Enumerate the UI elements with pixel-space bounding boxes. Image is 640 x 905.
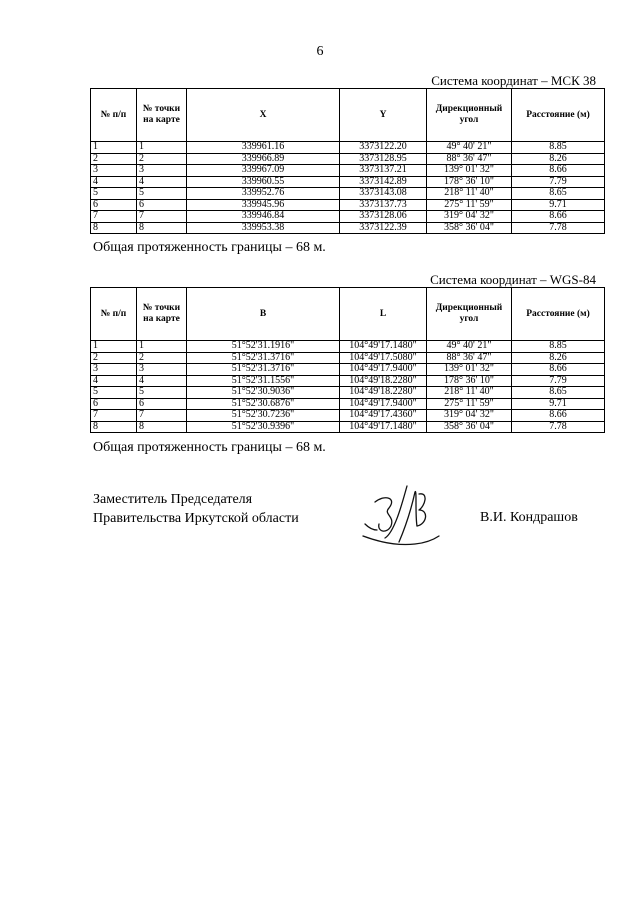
coord-a-cell: 339946.84 <box>187 211 340 223</box>
table-row <box>91 165 605 177</box>
bearing-cell: 275° 11' 59" <box>427 398 512 410</box>
table-row <box>91 211 605 223</box>
table-row <box>91 364 605 376</box>
point-number-cell: 8 <box>137 421 187 433</box>
coord-a-cell: 51°52'31.3716" <box>187 352 340 364</box>
distance-cell: 7.79 <box>512 375 605 387</box>
header-row-number: № п/п <box>91 288 137 341</box>
bearing-cell: 358° 36' 04" <box>427 421 512 433</box>
coord-a-cell: 51°52'30.9036" <box>187 387 340 399</box>
table-body <box>91 341 605 433</box>
table-row <box>91 199 605 211</box>
coordinate-system-label: Система координат – WGS-84 <box>430 272 596 287</box>
coord-a-cell: 339952.76 <box>187 188 340 200</box>
distance-cell: 8.66 <box>512 211 605 223</box>
table-body <box>91 142 605 234</box>
header-x: X <box>187 89 340 142</box>
row-number-cell: 4 <box>91 375 137 387</box>
coord-a-cell: 339961.16 <box>187 142 340 154</box>
coord-a-cell: 339967.09 <box>187 165 340 177</box>
coord-a-cell: 339966.89 <box>187 153 340 165</box>
distance-cell: 9.71 <box>512 199 605 211</box>
header-b: B <box>187 288 340 341</box>
bearing-cell: 139° 01' 32" <box>427 165 512 177</box>
distance-cell: 8.26 <box>512 153 605 165</box>
distance-cell: 7.79 <box>512 176 605 188</box>
bearing-cell: 178° 36' 10" <box>427 375 512 387</box>
coord-b-cell: 104°49'17.1480" <box>340 421 427 433</box>
point-number-cell: 6 <box>137 398 187 410</box>
distance-cell: 8.26 <box>512 352 605 364</box>
row-number-cell: 8 <box>91 222 137 234</box>
distance-cell: 7.78 <box>512 222 605 234</box>
header-distance: Расстояние (м) <box>512 288 605 341</box>
header-bearing: Дирекционный угол <box>427 288 512 341</box>
point-number-cell: 5 <box>137 387 187 399</box>
distance-cell: 8.66 <box>512 410 605 422</box>
coord-b-cell: 104°49'17.5080" <box>340 352 427 364</box>
point-number-cell: 3 <box>137 165 187 177</box>
coordinates-table-msk38 <box>90 88 605 234</box>
table-row <box>91 176 605 188</box>
page-number: 6 <box>316 44 324 59</box>
table-row <box>91 421 605 433</box>
point-number-cell: 2 <box>137 352 187 364</box>
distance-cell: 7.78 <box>512 421 605 433</box>
row-number-cell: 1 <box>91 142 137 154</box>
total-boundary-length: Общая протяженность границы – 68 м. <box>93 240 326 255</box>
bearing-cell: 358° 36' 04" <box>427 222 512 234</box>
distance-cell: 8.66 <box>512 364 605 376</box>
signatory-title <box>93 490 299 528</box>
row-number-cell: 3 <box>91 165 137 177</box>
row-number-cell: 2 <box>91 153 137 165</box>
coord-b-cell: 3373137.73 <box>340 199 427 211</box>
coord-b-cell: 3373137.21 <box>340 165 427 177</box>
distance-cell: 8.66 <box>512 165 605 177</box>
total-boundary-length: Общая протяженность границы – 68 м. <box>93 440 326 455</box>
signatory-title-line: Правительства Иркутской области <box>93 511 299 526</box>
row-number-cell: 5 <box>91 188 137 200</box>
table-row <box>91 142 605 154</box>
bearing-cell: 88° 36' 47" <box>427 352 512 364</box>
coord-b-cell: 3373122.39 <box>340 222 427 234</box>
header-l: L <box>340 288 427 341</box>
coord-a-cell: 51°52'30.7236" <box>187 410 340 422</box>
header-distance: Расстояние (м) <box>512 89 605 142</box>
row-number-cell: 8 <box>91 421 137 433</box>
point-number-cell: 3 <box>137 364 187 376</box>
row-number-cell: 4 <box>91 176 137 188</box>
bearing-cell: 275° 11' 59" <box>427 199 512 211</box>
coord-b-cell: 3373142.89 <box>340 176 427 188</box>
table-header-row <box>91 288 605 341</box>
table-row <box>91 387 605 399</box>
coord-b-cell: 3373122.20 <box>340 142 427 154</box>
table-row <box>91 410 605 422</box>
bearing-cell: 49° 40' 21" <box>427 142 512 154</box>
header-point-number: № точки на карте <box>137 89 187 142</box>
point-number-cell: 4 <box>137 375 187 387</box>
point-number-cell: 7 <box>137 410 187 422</box>
coord-a-cell: 51°52'30.6876" <box>187 398 340 410</box>
coord-b-cell: 104°49'17.9400" <box>340 398 427 410</box>
coord-b-cell: 104°49'17.4360" <box>340 410 427 422</box>
table-row <box>91 398 605 410</box>
bearing-cell: 139° 01' 32" <box>427 364 512 376</box>
header-row-number: № п/п <box>91 89 137 142</box>
coordinates-table-wgs84 <box>90 287 605 433</box>
coord-a-cell: 339960.55 <box>187 176 340 188</box>
bearing-cell: 319° 04' 32" <box>427 211 512 223</box>
header-bearing: Дирекционный угол <box>427 89 512 142</box>
coord-b-cell: 104°49'17.1480" <box>340 341 427 353</box>
bearing-cell: 218° 11' 40" <box>427 188 512 200</box>
bearing-cell: 88° 36' 47" <box>427 153 512 165</box>
table-row <box>91 341 605 353</box>
distance-cell: 8.65 <box>512 188 605 200</box>
table-row <box>91 222 605 234</box>
distance-cell: 9.71 <box>512 398 605 410</box>
row-number-cell: 6 <box>91 398 137 410</box>
coord-b-cell: 104°49'18.2280" <box>340 387 427 399</box>
signatory-title-line: Заместитель Председателя <box>93 492 253 507</box>
table-row <box>91 153 605 165</box>
point-number-cell: 7 <box>137 211 187 223</box>
point-number-cell: 1 <box>137 142 187 154</box>
bearing-cell: 319° 04' 32" <box>427 410 512 422</box>
coord-a-cell: 51°52'30.9396" <box>187 421 340 433</box>
distance-cell: 8.85 <box>512 142 605 154</box>
handwritten-signature <box>355 480 445 560</box>
coordinate-system-label: Система координат – МСК 38 <box>431 73 596 88</box>
table-header-row <box>91 89 605 142</box>
point-number-cell: 2 <box>137 153 187 165</box>
row-number-cell: 7 <box>91 410 137 422</box>
coord-a-cell: 339953.38 <box>187 222 340 234</box>
row-number-cell: 7 <box>91 211 137 223</box>
point-number-cell: 5 <box>137 188 187 200</box>
coord-a-cell: 51°52'31.1556" <box>187 375 340 387</box>
signatory-name: В.И. Кондрашов <box>480 510 578 525</box>
table-row <box>91 188 605 200</box>
distance-cell: 8.85 <box>512 341 605 353</box>
distance-cell: 8.65 <box>512 387 605 399</box>
header-point-number: № точки на карте <box>137 288 187 341</box>
coord-b-cell: 104°49'17.9400" <box>340 364 427 376</box>
coord-b-cell: 3373143.08 <box>340 188 427 200</box>
header-y: Y <box>340 89 427 142</box>
point-number-cell: 8 <box>137 222 187 234</box>
coord-a-cell: 339945.96 <box>187 199 340 211</box>
coord-a-cell: 51°52'31.1916" <box>187 341 340 353</box>
table-row <box>91 375 605 387</box>
row-number-cell: 5 <box>91 387 137 399</box>
table-row <box>91 352 605 364</box>
bearing-cell: 49° 40' 21" <box>427 341 512 353</box>
coord-a-cell: 51°52'31.3716" <box>187 364 340 376</box>
point-number-cell: 6 <box>137 199 187 211</box>
coord-b-cell: 104°49'18.2280" <box>340 375 427 387</box>
row-number-cell: 1 <box>91 341 137 353</box>
row-number-cell: 3 <box>91 364 137 376</box>
bearing-cell: 178° 36' 10" <box>427 176 512 188</box>
row-number-cell: 2 <box>91 352 137 364</box>
coord-b-cell: 3373128.95 <box>340 153 427 165</box>
row-number-cell: 6 <box>91 199 137 211</box>
coord-b-cell: 3373128.06 <box>340 211 427 223</box>
point-number-cell: 1 <box>137 341 187 353</box>
point-number-cell: 4 <box>137 176 187 188</box>
bearing-cell: 218° 11' 40" <box>427 387 512 399</box>
